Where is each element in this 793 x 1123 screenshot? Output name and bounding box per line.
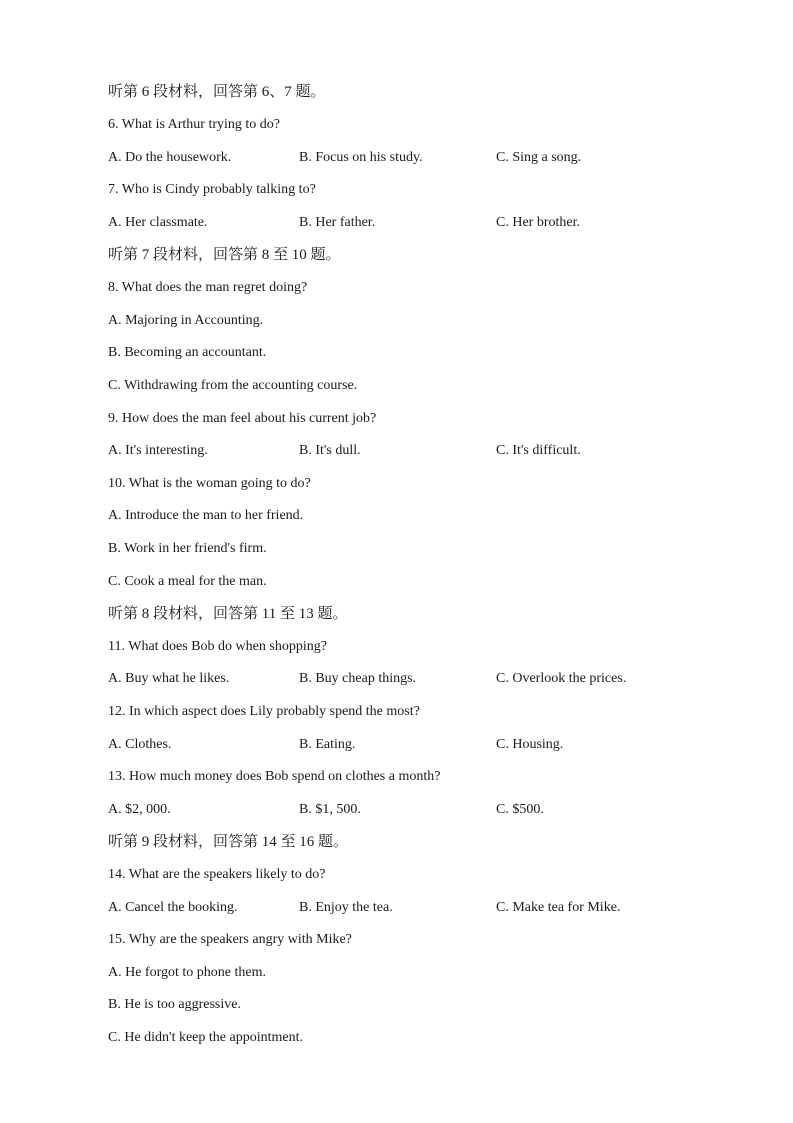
question-15: 15. Why are the speakers angry with Mike? <box>108 932 352 947</box>
options-row-11 <box>108 669 668 689</box>
question-13: 13. How much money does Bob spend on clothes a month? <box>108 769 441 784</box>
option-10-c: C. Cook a meal for the man. <box>108 574 267 589</box>
option-12-b: B. Eating. <box>299 737 356 752</box>
section-heading-9: 听第 9 段材料，回答第 14 至 16 题。 <box>108 834 349 850</box>
option-8-b: B. Becoming an accountant. <box>108 345 267 360</box>
option-6-a: A. Do the housework. <box>108 150 232 165</box>
option-6-b: B. Focus on his study. <box>299 150 423 165</box>
question-12: 12. In which aspect does Lily probably spend the most? <box>108 704 420 719</box>
option-15-c: C. He didn't keep the appointment. <box>108 1030 303 1045</box>
option-15-b: B. He is too aggressive. <box>108 997 241 1012</box>
option-14-c: C. Make tea for Mike. <box>496 900 621 915</box>
section-heading-7: 听第 7 段材料，回答第 8 至 10 题。 <box>108 247 341 263</box>
options-row-7 <box>108 213 668 233</box>
option-9-c: C. It's difficult. <box>496 443 581 458</box>
option-13-b: B. $1, 500. <box>299 802 361 817</box>
option-7-c: C. Her brother. <box>496 215 580 230</box>
option-9-b: B. It's dull. <box>299 443 361 458</box>
question-8: 8. What does the man regret doing? <box>108 280 308 295</box>
option-10-b: B. Work in her friend's firm. <box>108 541 267 556</box>
option-13-a: A. $2, 000. <box>108 802 171 817</box>
section-heading-6: 听第 6 段材料，回答第 6、7 题。 <box>108 84 326 100</box>
option-13-c: C. $500. <box>496 802 544 817</box>
option-9-a: A. It's interesting. <box>108 443 208 458</box>
option-11-a: A. Buy what he likes. <box>108 671 230 686</box>
question-6: 6. What is Arthur trying to do? <box>108 117 280 132</box>
option-14-a: A. Cancel the booking. <box>108 900 238 915</box>
options-row-12 <box>108 735 668 755</box>
option-11-c: C. Overlook the prices. <box>496 671 627 686</box>
options-row-13 <box>108 800 668 820</box>
question-14: 14. What are the speakers likely to do? <box>108 867 326 882</box>
question-10: 10. What is the woman going to do? <box>108 476 311 491</box>
option-7-b: B. Her father. <box>299 215 376 230</box>
option-14-b: B. Enjoy the tea. <box>299 900 393 915</box>
option-15-a: A. He forgot to phone them. <box>108 965 266 980</box>
option-7-a: A. Her classmate. <box>108 215 208 230</box>
option-12-a: A. Clothes. <box>108 737 172 752</box>
question-7: 7. Who is Cindy probably talking to? <box>108 182 316 197</box>
section-heading-8: 听第 8 段材料，回答第 11 至 13 题。 <box>108 606 348 622</box>
option-8-a: A. Majoring in Accounting. <box>108 313 264 328</box>
question-9: 9. How does the man feel about his current job? <box>108 411 377 426</box>
options-row-6 <box>108 148 668 168</box>
options-row-14 <box>108 898 668 918</box>
question-11: 11. What does Bob do when shopping? <box>108 639 327 654</box>
option-8-c: C. Withdrawing from the accounting course. <box>108 378 358 393</box>
option-11-b: B. Buy cheap things. <box>299 671 417 686</box>
options-row-9 <box>108 441 668 461</box>
option-12-c: C. Housing. <box>496 737 564 752</box>
option-10-a: A. Introduce the man to her friend. <box>108 508 304 523</box>
option-6-c: C. Sing a song. <box>496 150 582 165</box>
